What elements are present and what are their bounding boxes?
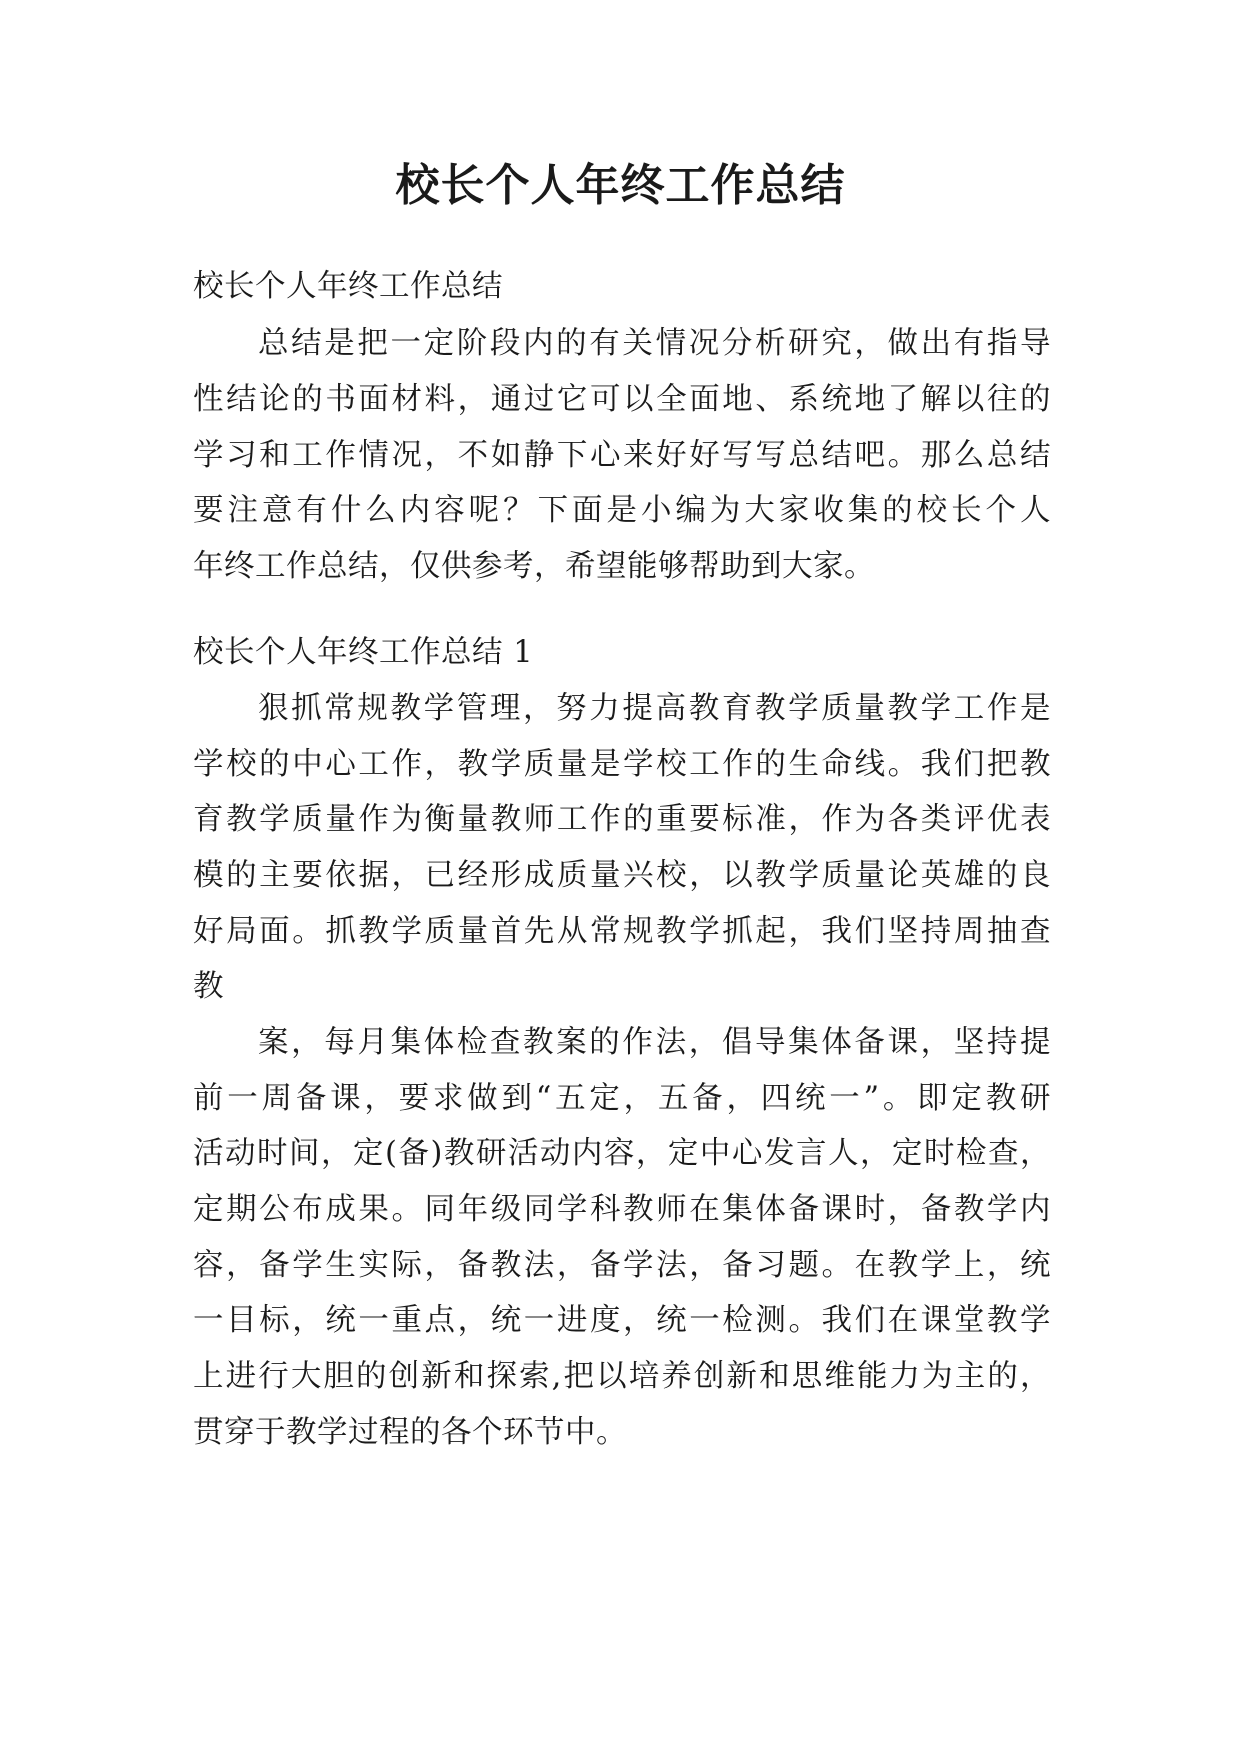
paragraph-line: 学校的中心工作，教学质量是学校工作的生命线。我们把教 [193, 747, 1051, 782]
paragraph-line: 一目标，统一重点，统一进度，统一检测。我们在课堂教学 [193, 1303, 1051, 1338]
paragraph-line: 好局面。抓教学质量首先从常规教学抓起，我们坚持周抽查 [193, 914, 1051, 949]
paragraph-line: 活动时间，定(备)教研活动内容，定中心发言人，定时检查， [193, 1136, 1051, 1171]
paragraph-line: 模的主要依据，已经形成质量兴校，以教学质量论英雄的良 [193, 858, 1051, 893]
intro-line: 学习和工作情况，不如静下心来好好写写总结吧。那么总结 [193, 438, 1051, 473]
paragraph-line: 案，每月集体检查教案的作法，倡导集体备课，坚持提 [258, 1025, 1051, 1060]
intro-line: 性结论的书面材料，通过它可以全面地、系统地了解以往的 [193, 382, 1051, 417]
intro-line: 年终工作总结，仅供参考，希望能够帮助到大家。 [193, 549, 875, 584]
document-title: 校长个人年终工作总结 [395, 160, 846, 211]
paragraph-line: 定期公布成果。同年级同学科教师在集体备课时，备教学内 [193, 1192, 1051, 1227]
paragraph-line: 贯穿于教学过程的各个环节中。 [193, 1415, 627, 1450]
paragraph-line: 教 [193, 969, 224, 1004]
paragraph-line: 育教学质量作为衡量教师工作的重要标准，作为各类评优表 [193, 802, 1051, 837]
intro-line: 总结是把一定阶段内的有关情况分析研究，做出有指导 [258, 326, 1051, 361]
intro-line: 要注意有什么内容呢？下面是小编为大家收集的校长个人 [193, 493, 1051, 528]
paragraph-line: 上进行大胆的创新和探索,把以培养创新和思维能力为主的， [193, 1359, 1051, 1394]
paragraph-line: 前一周备课，要求做到“五定，五备，四统一”。即定教研 [193, 1081, 1051, 1116]
paragraph-line: 狠抓常规教学管理，努力提高教育教学质量教学工作是 [258, 691, 1051, 726]
section-heading: 校长个人年终工作总结 1 [193, 635, 534, 670]
paragraph-line: 容，备学生实际，备教法，备学法，备习题。在教学上，统 [193, 1248, 1051, 1283]
subtitle: 校长个人年终工作总结 [193, 269, 503, 304]
